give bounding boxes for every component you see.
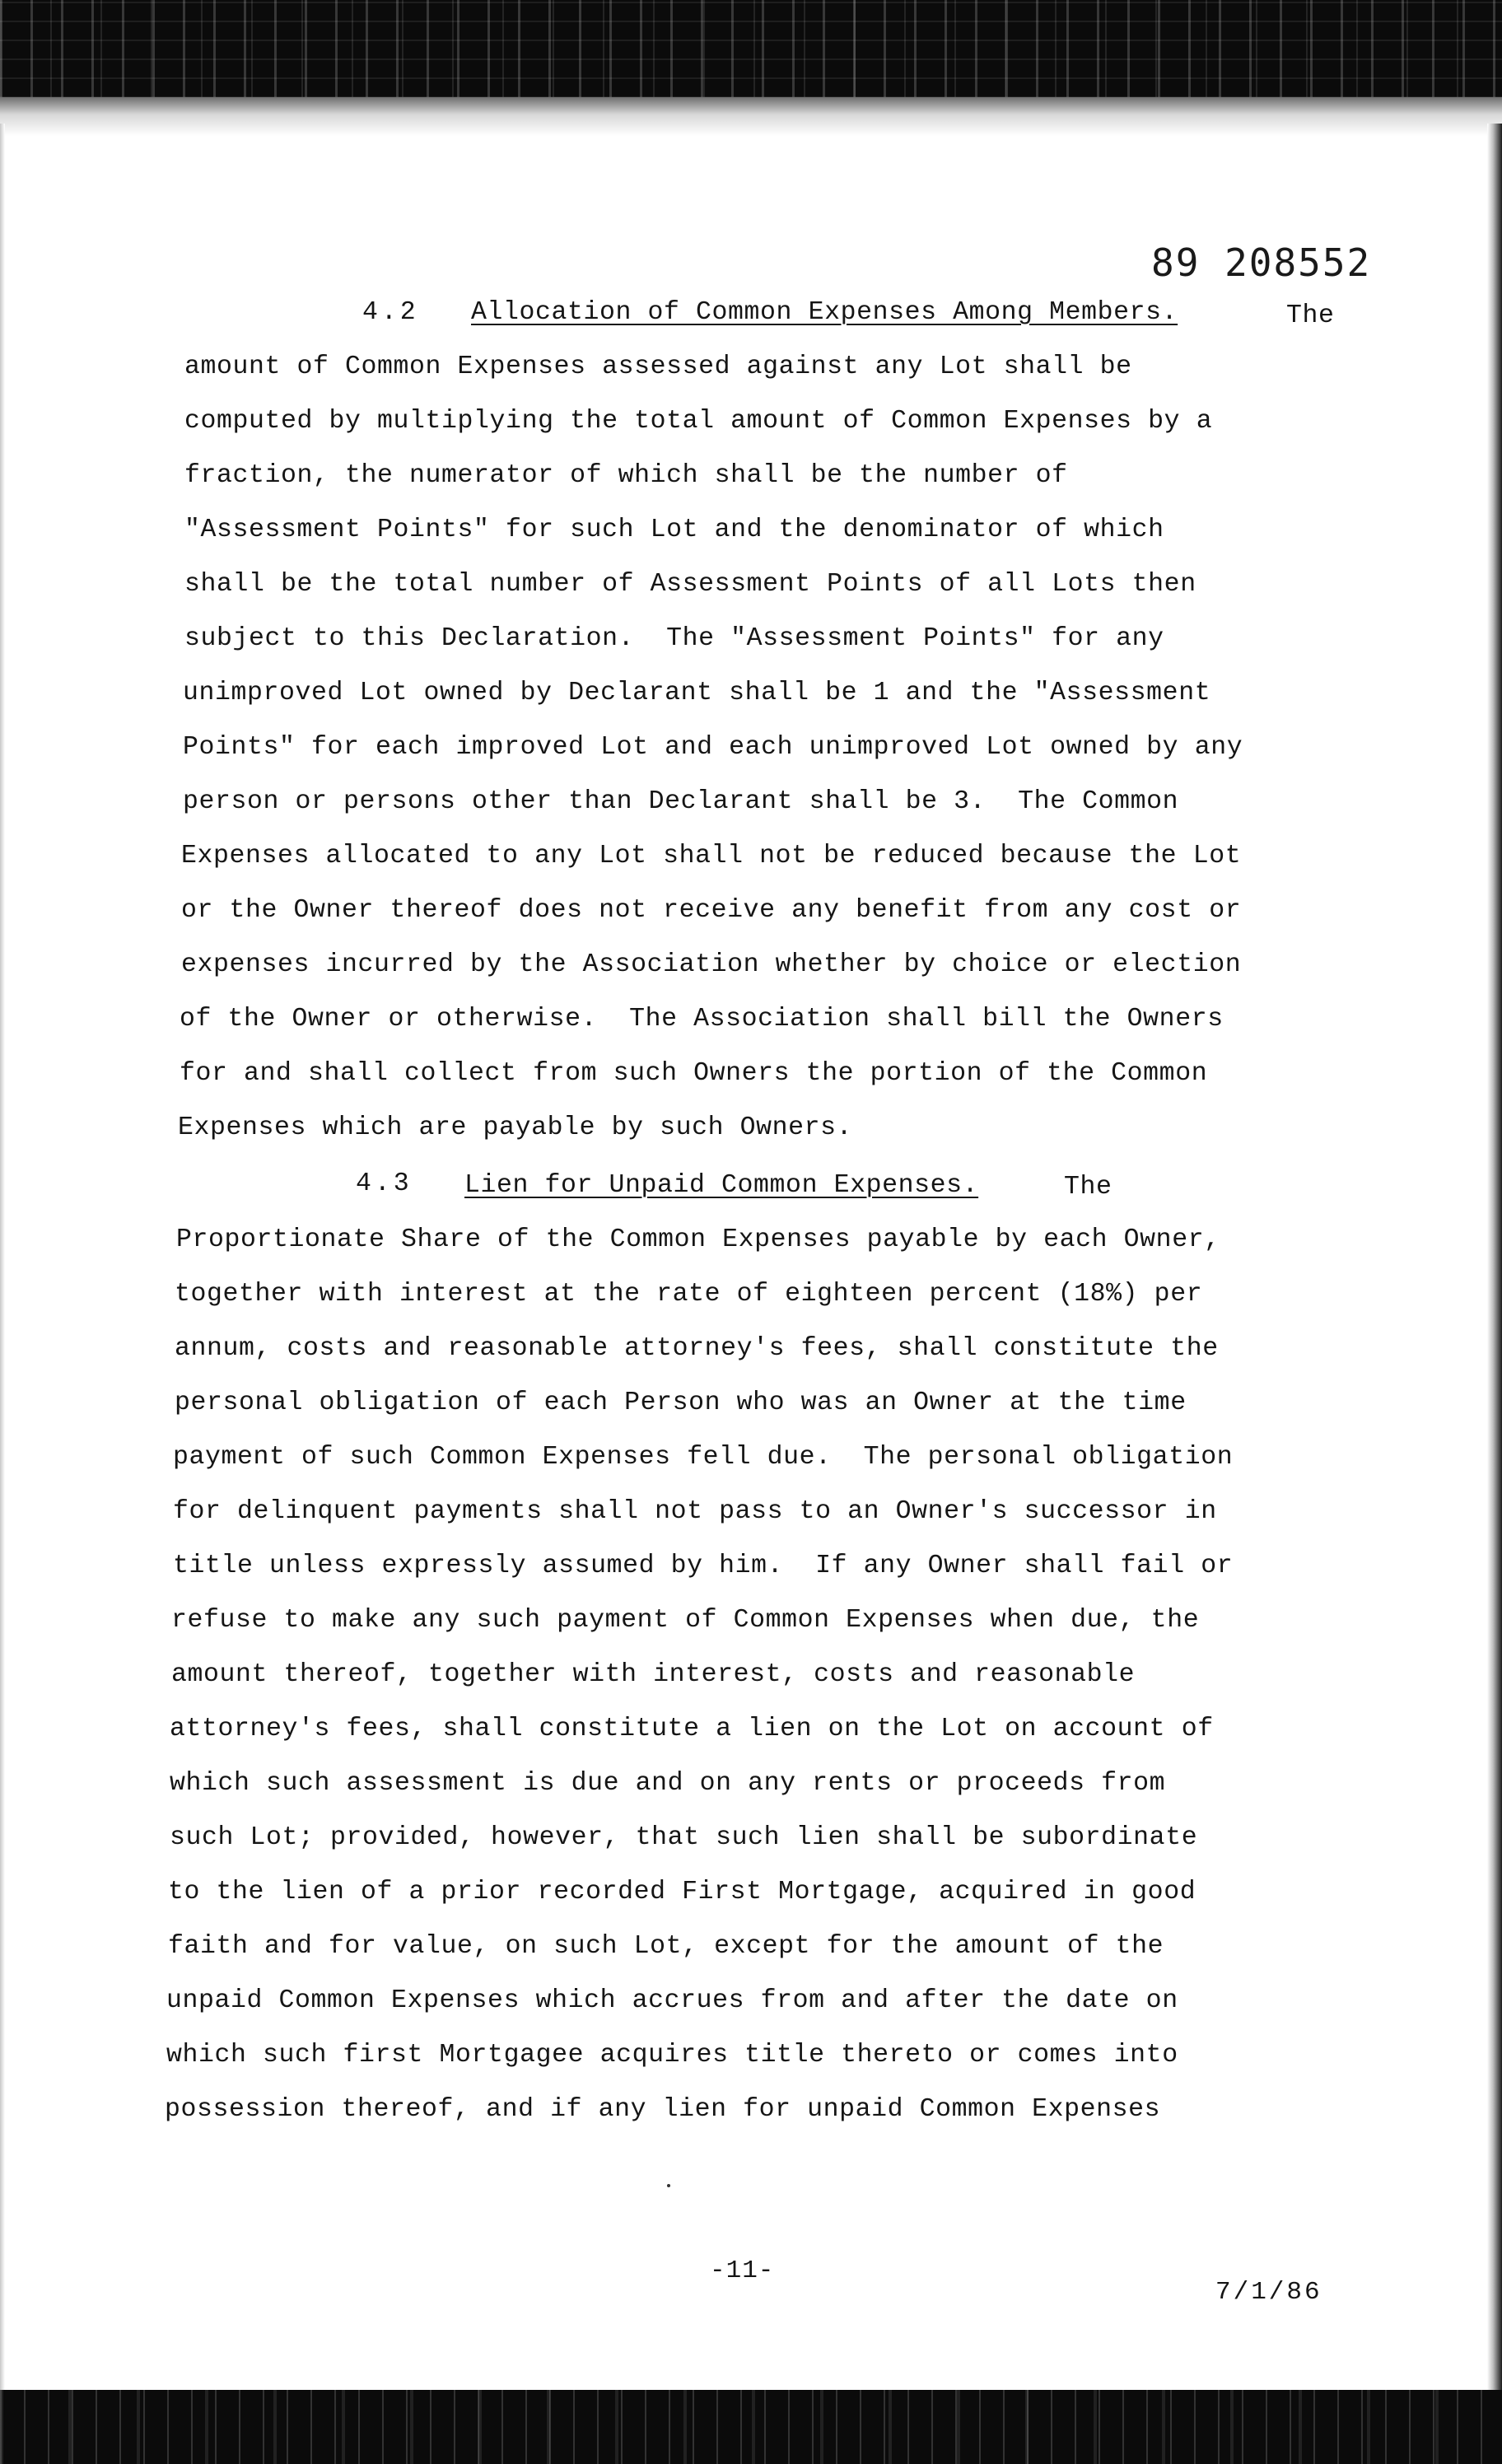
section-4-3-line: payment of such Common Expenses fell due. The personal obligation [173,1443,1234,1472]
section-4-3-line: personal obligation of each Person who was an Owner at the time [175,1388,1187,1417]
section-4-3-line: unpaid Common Expenses which accrues from and after the date on [166,1986,1178,2015]
section-4-3-line: which such first Mortgagee acquires title thereto or comes into [166,2041,1178,2070]
section-4-2-line: Points" for each improved Lot and each unimproved Lot owned by any [183,733,1243,762]
section-4-3-line: together with interest at the rate of eighteen percent (18%) per [175,1280,1203,1309]
section-4-3-title: Lien for Unpaid Common Expenses. [464,1171,979,1200]
section-4-3-line: refuse to make any such payment of Common Expenses when due, the [171,1606,1200,1635]
page-number: -11- [710,2256,775,2285]
section-4-3-line: title unless expressly assumed by him. If any Owner shall fail or [173,1552,1234,1580]
section-4-2-line: unimproved Lot owned by Declarant shall be 1 and the "Assessment [183,679,1211,707]
section-4-3-number: 4.3 [356,1169,413,1198]
section-4-3-line: such Lot; provided, however, that such lien shall be subordinate [170,1823,1198,1852]
section-4-2-line: person or persons other than Declarant shall be 3. The Common [183,787,1179,816]
scan-border-left [0,124,5,2396]
section-4-3-line: faith and for value, on such Lot, except for the amount of the [168,1932,1164,1961]
section-4-3-line: Proportionate Share of the Common Expenses payable by each Owner, [176,1225,1220,1254]
section-4-2-line: amount of Common Expenses assessed against any Lot shall be [184,352,1132,381]
section-4-2-line: Expenses allocated to any Lot shall not be reduced because the Lot [181,842,1242,870]
scan-border-right [1487,124,1502,2396]
section-4-2-title: Allocation of Common Expenses Among Members. [471,298,1178,327]
recording-number: 89 208552 [1151,240,1372,285]
section-4-3-line: annum, costs and reasonable attorney's fees, shall constitute the [175,1334,1219,1363]
section-4-3-line: to the lien of a prior recorded First Mortgage, acquired in good [168,1878,1196,1906]
section-4-3-line: attorney's fees, shall constitute a lien on the Lot on account of [170,1715,1214,1743]
section-4-2-line: or the Owner thereof does not receive any benefit from any cost or [181,896,1242,925]
scan-border-bottom [0,2390,1502,2464]
section-4-3-line: which such assessment is due and on any rents or proceeds from [170,1769,1166,1798]
scan-speck [667,2184,670,2187]
section-4-3-line: for delinquent payments shall not pass to an Owner's successor in [173,1497,1217,1526]
section-4-2-line: expenses incurred by the Association whether by choice or election [181,950,1242,979]
section-4-3-line: possession thereof, and if any lien for unpaid Common Expenses [165,2095,1161,2124]
section-4-2-line: for and shall collect from such Owners the portion of the Common [180,1059,1208,1088]
section-4-2-number: 4.2 [362,298,419,327]
section-4-2-line: subject to this Declaration. The "Assessment Points" for any [184,624,1164,653]
section-4-2-line: of the Owner or otherwise. The Association shall bill the Owners [180,1005,1224,1034]
section-4-2-line: shall be the total number of Assessment Points of all Lots then [184,570,1196,599]
section-4-2-line: fraction, the numerator of which shall be the number of [184,461,1068,490]
section-4-2-line: "Assessment Points" for such Lot and the denominator of which [184,516,1164,544]
section-4-3-line: amount thereof, together with interest, costs and reasonable [171,1660,1136,1689]
scan-border-top [0,0,1502,136]
section-4-2-title-tail: The [1286,301,1335,330]
scan-edge-top [0,97,1502,136]
section-4-2-line: computed by multiplying the total amount of Common Expenses by a [184,407,1213,436]
scan-noise-bottom [0,2390,1502,2464]
document-date: 7/1/86 [1215,2278,1322,2307]
section-4-2-line: Expenses which are payable by such Owners. [178,1113,853,1142]
section-4-3-title-tail: The [1064,1173,1113,1202]
